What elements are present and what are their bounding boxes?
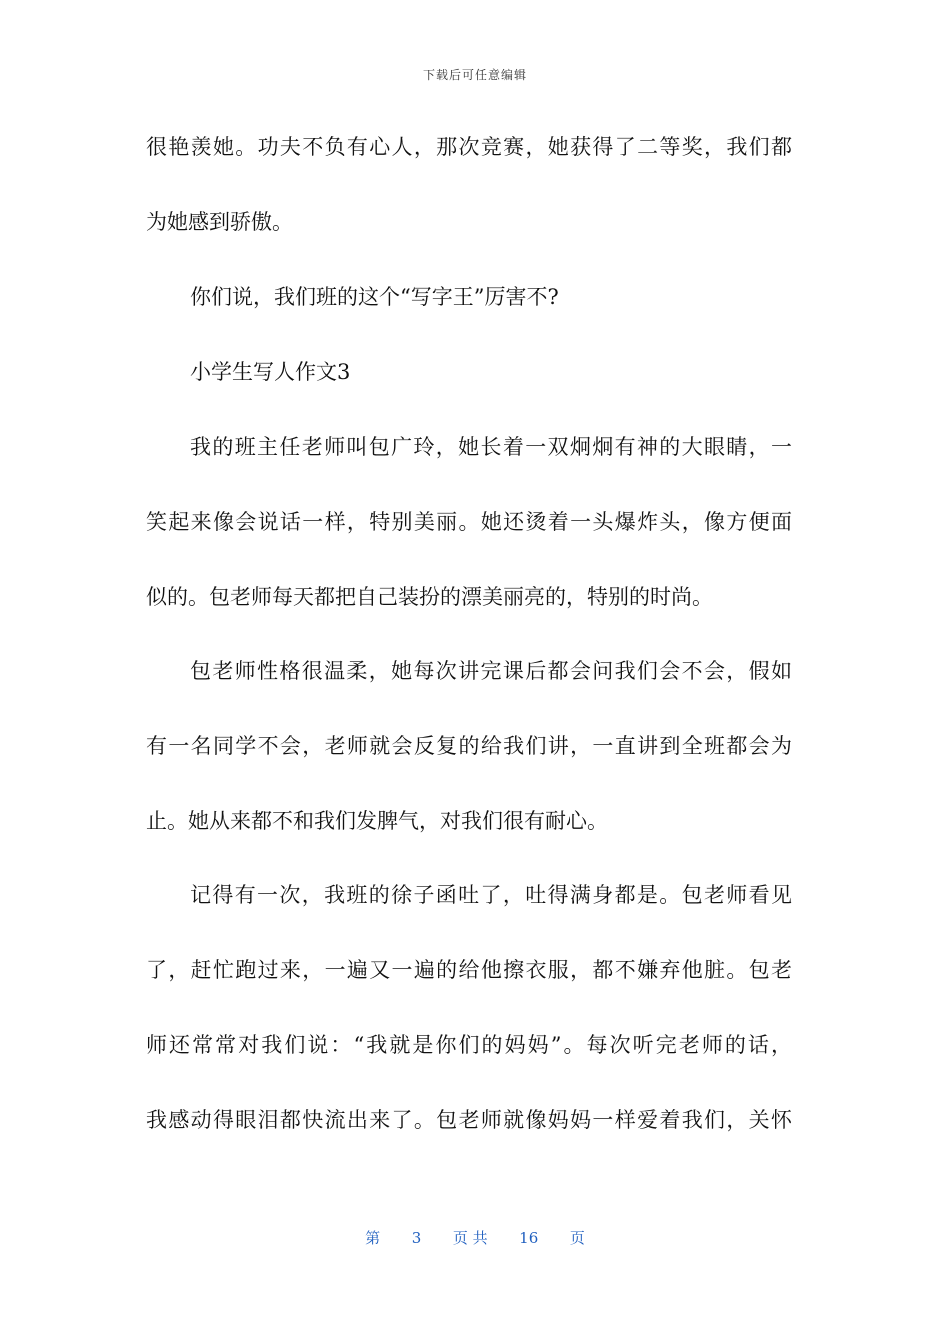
page-label-prefix: 第 (365, 1229, 381, 1247)
text-line-5: 我的班主任老师叫包广玲，她长着一双炯炯有神的大眼睛，一 (190, 435, 792, 459)
total-pages-number: 16 (519, 1229, 539, 1247)
page-header: 下载后可任意编辑 (422, 68, 527, 82)
page-label-suffix: 页 (569, 1229, 585, 1247)
section-heading: 小学生写人作文3 (190, 360, 351, 384)
text-line-2: 为她感到骄傲。 (146, 210, 293, 234)
text-line-12: 了，赶忙跑过来，一遍又一遍的给他擦衣服，都不嫌弃他脏。包老 (146, 958, 792, 982)
text-line-9: 有一名同学不会，老师就会反复的给我们讲，一直讲到全班都会为 (146, 734, 792, 758)
text-line-14: 我感动得眼泪都快流出来了。包老师就像妈妈一样爱着我们，关怀 (146, 1108, 792, 1132)
current-page-number: 3 (411, 1229, 422, 1247)
page-footer (0, 1227, 950, 1248)
text-line-11: 记得有一次，我班的徐子函吐了，吐得满身都是。包老师看见 (190, 883, 792, 907)
text-line-13: 师还常常对我们说：“我就是你们的妈妈”。每次听完老师的话， (146, 1033, 792, 1057)
text-line-8: 包老师性格很温柔，她每次讲完课后都会问我们会不会，假如 (190, 659, 792, 683)
text-line-3: 你们说，我们班的这个“写字王”厉害不? (190, 285, 559, 309)
text-line-6: 笑起来像会说话一样，特别美丽。她还烫着一头爆炸头，像方便面 (146, 510, 792, 534)
text-line-10: 止。她从来都不和我们发脾气，对我们很有耐心。 (146, 809, 608, 833)
page-label-mid: 页 共 (452, 1229, 488, 1247)
text-line-1: 很艳羡她。功夫不负有心人，那次竞赛，她获得了二等奖，我们都 (146, 135, 792, 159)
text-line-7: 似的。包老师每天都把自己装扮的漂美丽亮的，特别的时尚。 (146, 585, 713, 609)
